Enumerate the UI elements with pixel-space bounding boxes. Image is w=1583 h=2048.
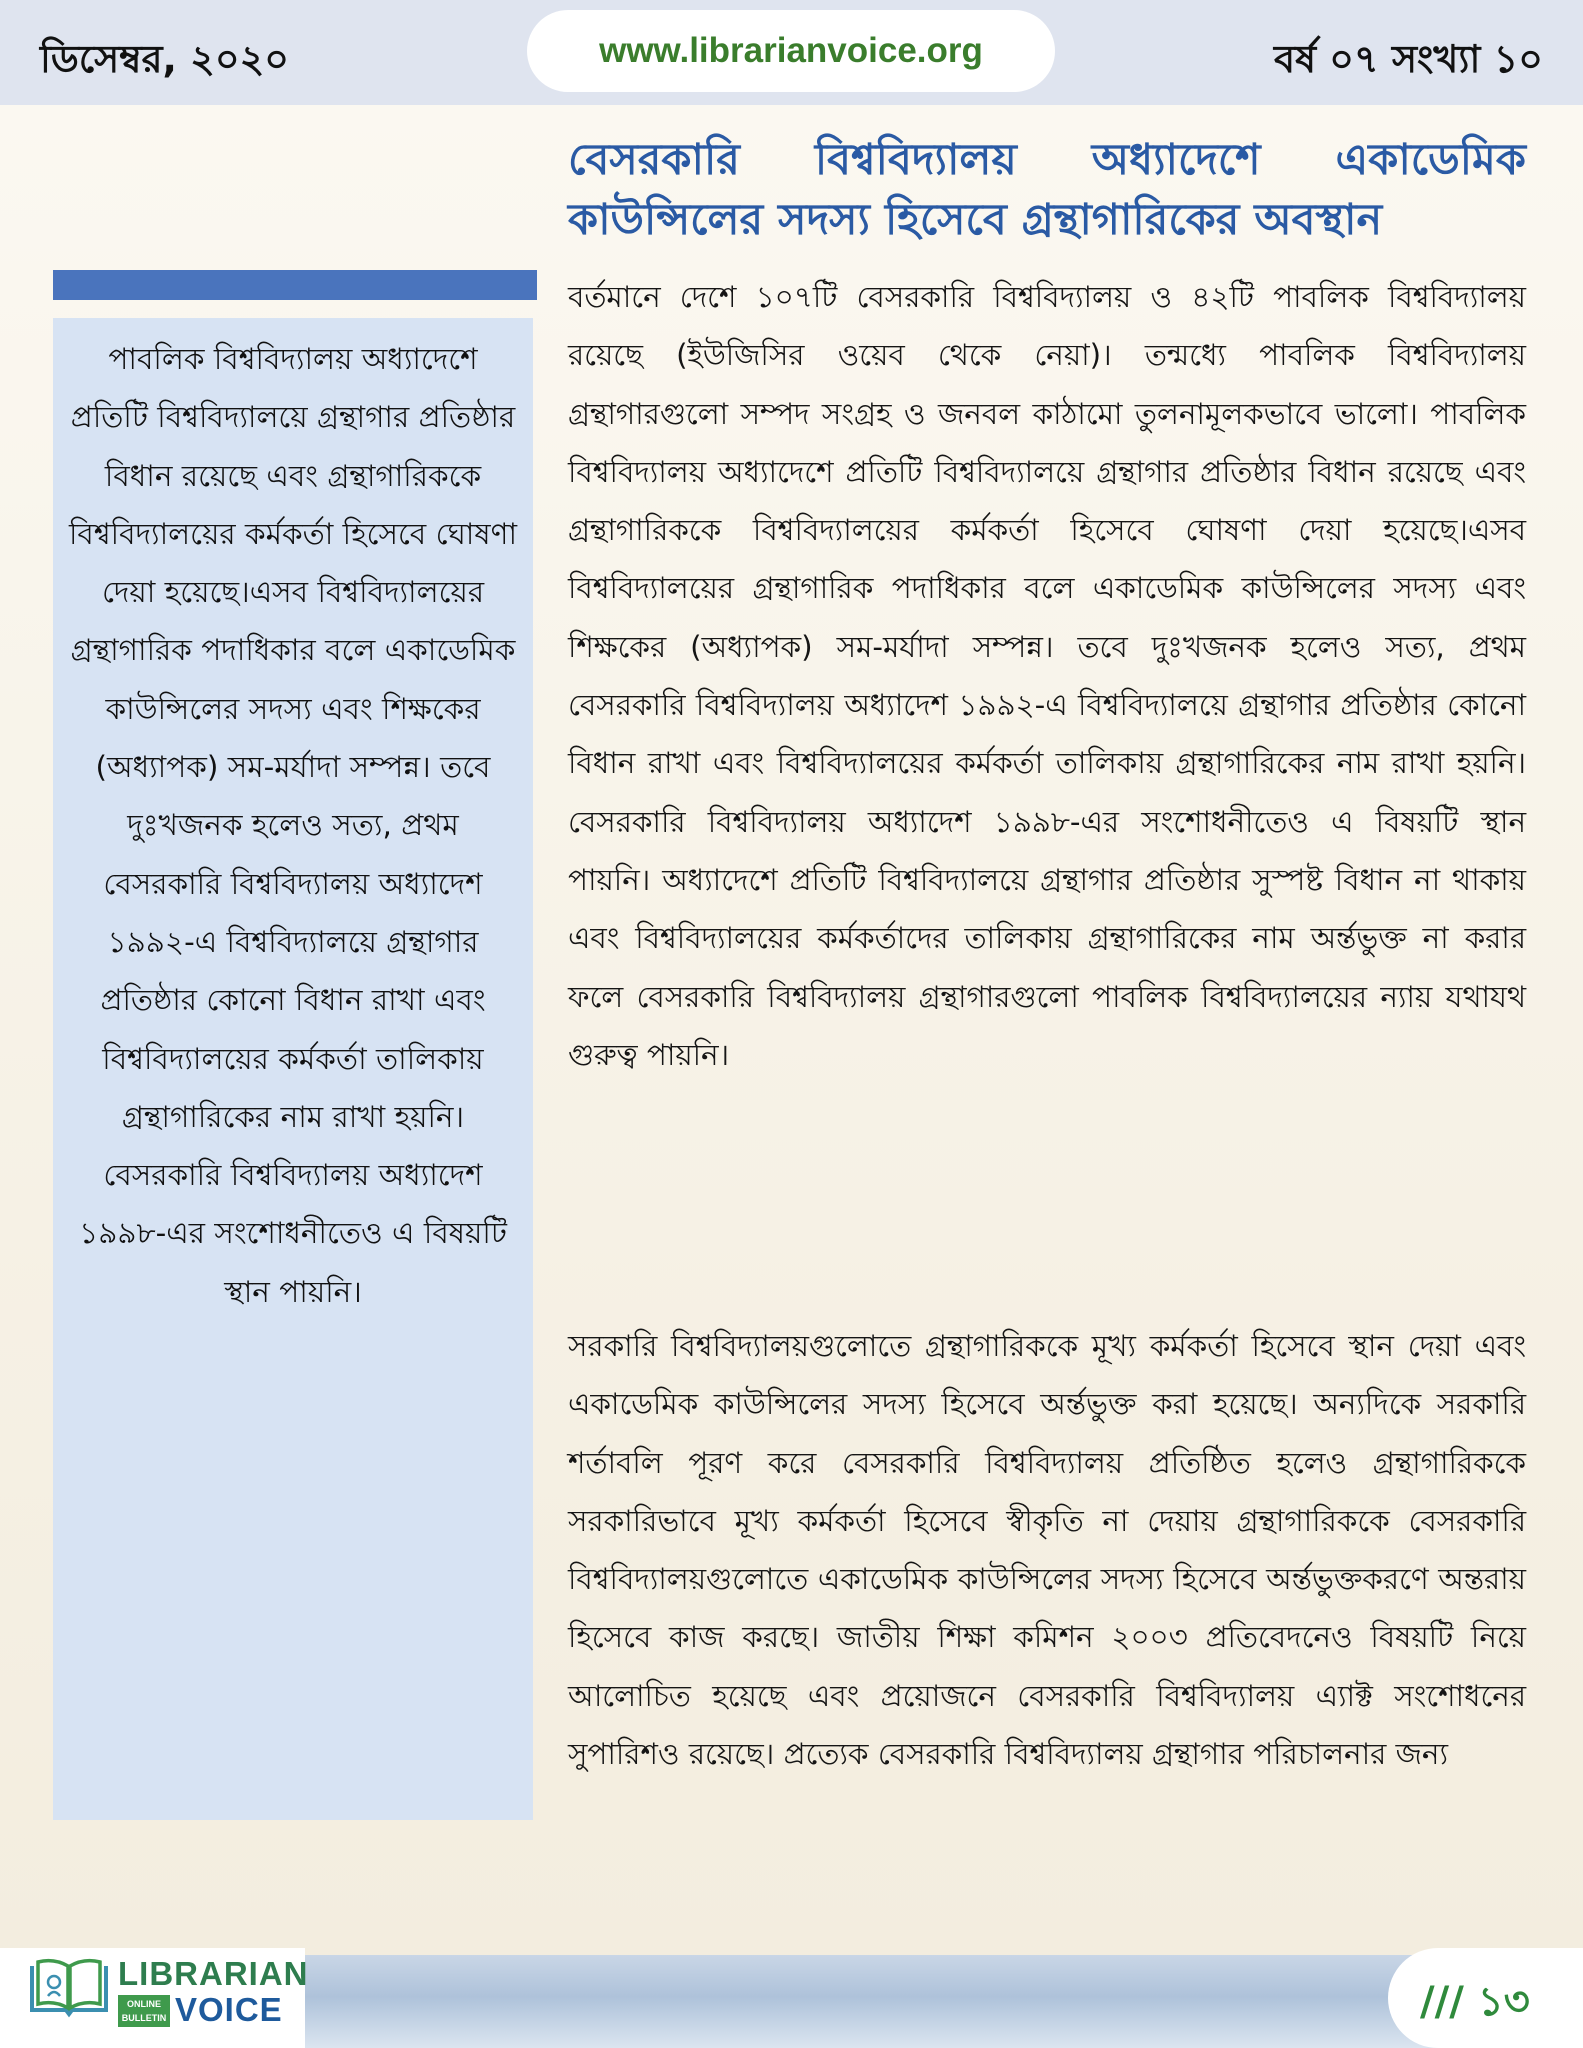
page-header	[0, 0, 1583, 105]
sidebar-pull-quote: পাবলিক বিশ্ববিদ্যালয় অধ্যাদেশে প্রতিটি বিশ্ববিদ্যালয়ে গ্রন্থাগার প্রতিষ্ঠার বিধান রয়েছে এবং গ্রন্থাগারিককে বিশ্ববিদ্যালয়ের কর্মকর্তা হিসেবে ঘোষণা দেয়া হয়েছে।এসব বিশ্ববিদ্যালয়ের গ্রন্থাগারিক পদাধিকার বলে একাডেমিক কাউন্সিলের সদস্য এবং শিক্ষকের (অধ্যাপক) সম-মর্যাদা সম্পন্ন। তবে দুঃখজনক হলেও সত্য, প্রথম বেসরকারি বিশ্ববিদ্যালয় অধ্যাদেশ ১৯৯২-এ বিশ্ববিদ্যালয়ে গ্রন্থাগার প্রতিষ্ঠার কোনো বিধান রাখা এবং বিশ্ববিদ্যালয়ের কর্মকর্তা তালিকায় গ্রন্থাগারিকের নাম রাখা হয়নি। বেসরকারি বিশ্ববিদ্যালয় অধ্যাদেশ ১৯৯৮-এর সংশোধনীতেও এ বিষয়টি স্থান পায়নি।	[68, 342, 518, 1309]
issue-date: ডিসেম্বর, ২০২০	[40, 37, 289, 81]
logo-text-voice: VOICE	[175, 1991, 283, 2028]
article-paragraph-1: বর্তমানে দেশে ১০৭টি বেসরকারি বিশ্ববিদ্যালয় ও ৪২টি পাবলিক বিশ্ববিদ্যালয় রয়েছে (ইউজিসির ওয়েব থেকে নেয়া)। তন্মধ্যে পাবলিক বিশ্ববিদ্যালয় গ্রন্থাগারগুলো সম্পদ সংগ্রহ ও জনবল কাঠামো তুলনামূলকভাবে ভালো। পাবলিক বিশ্ববিদ্যালয় অধ্যাদেশে প্রতিটি বিশ্ববিদ্যালয়ে গ্রন্থাগার প্রতিষ্ঠার বিধান রয়েছে এবং গ্রন্থাগারিককে বিশ্ববিদ্যালয়ের কর্মকর্তা হিসেবে ঘোষণা দেয়া হয়েছে।এসব বিশ্ববিদ্যালয়ের গ্রন্থাগারিক পদাধিকার বলে একাডেমিক কাউন্সিলের সদস্য এবং শিক্ষকের (অধ্যাপক) সম-মর্যাদা সম্পন্ন। তবে দুঃখজনক হলেও সত্য, প্রথম বেসরকারি বিশ্ববিদ্যালয় অধ্যাদেশ ১৯৯২-এ বিশ্ববিদ্যালয়ে গ্রন্থাগার প্রতিষ্ঠার কোনো বিধান রাখা এবং বিশ্ববিদ্যালয়ের কর্মকর্তা তালিকায় গ্রন্থাগারিকের নাম রাখা হয়নি। বেসরকারি বিশ্ববিদ্যালয় অধ্যাদেশ ১৯৯৮-এর সংশোধনীতেও এ বিষয়টি স্থান পায়নি। অধ্যাদেশে প্রতিটি বিশ্ববিদ্যালয়ে গ্রন্থাগার প্রতিষ্ঠার সুস্পষ্ট বিধান না থাকায় এবং বিশ্ববিদ্যালয়ের কর্মকর্তাদের তালিকায় গ্রন্থাগারিকের নাম অর্ন্তভুক্ত না করার ফলে বেসরকারি বিশ্ববিদ্যালয় গ্রন্থাগারগুলো পাবলিক বিশ্ববিদ্যালয়ের ন্যায় যথাযথ গুরুত্ব পায়নি।	[568, 280, 1526, 1072]
article-paragraph-2: সরকারি বিশ্ববিদ্যালয়গুলোতে গ্রন্থাগারিককে মূখ্য কর্মকর্তা হিসেবে স্থান দেয়া এবং একাডেমিক কাউন্সিলের সদস্য হিসেবে অর্ন্তভুক্ত করা হয়েছে। অন্যদিকে সরকারি শর্তাবলি পূরণ করে বেসরকারি বিশ্ববিদ্যালয় প্রতিষ্ঠিত হলেও গ্রন্থাগারিককে সরকারিভাবে মূখ্য কর্মকর্তা হিসেবে স্বীকৃতি না দেয়ায় গ্রন্থাগারিককে বেসরকারি বিশ্ববিদ্যালয়গুলোতে একাডেমিক কাউন্সিলের সদস্য হিসেবে অর্ন্তভুক্তকরণে অন্তরায় হিসেবে কাজ করছে। জাতীয় শিক্ষা কমিশন ২০০৩ প্রতিবেদনেও বিষয়টি নিয়ে আলোচিত হয়েছে এবং প্রয়োজনে বেসরকারি বিশ্ববিদ্যালয় এ্যাক্ট সংশোধনের সুপারিশও রয়েছে। প্রত্যেক বেসরকারি বিশ্ববিদ্যালয় গ্রন্থাগার পরিচালনার জন্য	[568, 1329, 1526, 1772]
sidebar-accent-bar	[53, 270, 537, 300]
logo-text-librarian: LIBRARIAN	[118, 1955, 309, 1992]
article-title: বেসরকারি বিশ্ববিদ্যালয় অধ্যাদেশে একাডেমিক কাউন্সিলের সদস্য হিসেবে গ্রন্থাগারিকের অবস্থান	[568, 135, 1526, 245]
page-number: /// ১৩	[1420, 1979, 1530, 2025]
website-url[interactable]: www.librarianvoice.org	[527, 10, 1055, 92]
issue-number: বর্ষ ০৭ সংখ্যা ১০	[1273, 37, 1543, 81]
open-book-icon	[28, 1952, 110, 2022]
logo-tag-online-bulletin: ONLINE BULLETIN	[118, 1995, 170, 2027]
